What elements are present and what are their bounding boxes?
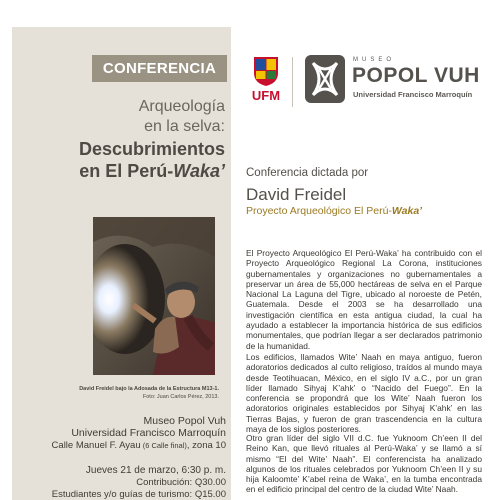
lecture-dictated-by: Conferencia dictada por xyxy=(246,167,369,179)
venue-university: Universidad Francisco Marroquín xyxy=(71,427,226,439)
project-name: Proyecto Arqueológico El Perú- xyxy=(246,205,392,217)
speaker-name: David Freidel xyxy=(246,185,347,204)
title-line-3: Descubrimientos xyxy=(78,139,225,159)
ufm-shield-icon xyxy=(247,55,285,87)
speaker-photo xyxy=(93,217,215,375)
speaker-project xyxy=(246,205,422,217)
event-student-price: Estudiantes y/o guías de turismo: Q15.00 xyxy=(51,489,226,500)
paragraph-3: Otro gran líder del siglo VII d.C. fue Yuknoom Ch’een II del Reino Kan, que llevó rituales al Perú-Waka’ y se llamó a sí mismo “El del Wite’ Naah”. El conferencista ha analizado algunos de los rituales celebrados por Yuknoom Ch’een II y su hija Kaloomte’ K’abel reina de Waka’, en la tumba encontrada en el edificio principal del centro de la ciudad Wite’ Naah. xyxy=(246,433,482,495)
woven-mat-icon xyxy=(305,55,345,103)
museo-label: MUSEO xyxy=(353,57,396,63)
paragraph-1: El Proyecto Arqueológico El Perú-Waka’ ha contribuido con el Proyecto Arqueológico Regional La Corona, instituciones gubernamentales y organizaciones no gubernamentales a preservar un área de 55,000 hectáreas de selva en el Parque Nacional La Laguna del Tigre, ubicado al noroeste de Petén, Guatemala. Desde el 2003 se ha desarrollado una investigación científica en esta antigua ciudad, la cual ha ayudado a establecer la importancia histórica de sus edificios monumentales, que podrían llegar a ser declarados patrimonio de la humanidad. xyxy=(246,248,482,351)
logo-university-name: Universidad Francisco Marroquín xyxy=(353,90,473,99)
photo-credit: Foto: Juan Carlos Pérez, 2013. xyxy=(142,394,219,400)
event-date: Jueves 21 de marzo, 6:30 p. m. xyxy=(85,465,226,476)
project-site: Waka’ xyxy=(391,205,423,217)
title-line-4 xyxy=(79,161,225,182)
popol-vuh-emblem xyxy=(305,55,345,103)
venue-address xyxy=(52,440,226,451)
title-line-1: Arqueología xyxy=(138,98,225,115)
address-street: Calle Manuel F. Ayau xyxy=(51,440,141,451)
address-note: (6 Calle final) xyxy=(140,441,187,450)
conference-banner: CONFERENCIA xyxy=(92,55,227,82)
ufm-logo xyxy=(247,55,285,105)
title-line-2: en la selva: xyxy=(144,118,225,135)
cave-photo-illustration xyxy=(93,217,215,375)
venue-name: Museo Popol Vuh xyxy=(143,415,226,427)
address-zone: , zona 10 xyxy=(186,440,226,451)
title-line-4-italic: Waka’ xyxy=(173,161,225,181)
title-line-4-main: en El Perú- xyxy=(79,161,174,181)
popol-vuh-wordmark: POPOL VUH xyxy=(352,64,480,87)
photo-caption: David Freidel bajo la Adosada de la Estructura M13-1. xyxy=(79,386,219,392)
ufm-logo-text: UFM xyxy=(251,88,281,103)
logo-divider xyxy=(292,57,293,107)
event-contribution: Contribución: Q30.00 xyxy=(136,477,226,488)
paragraph-2: Los edificios, llamados Wite’ Naah en maya antiguo, fueron adoratorios dedicados al culto religioso, traídos al mundo maya desde Teotihuacan, México, en el siglo IV a.C., por un gran líder llamado Sihyaj K’ahk’ o “Nacido del Fuego”. En la conferencia se propondrá que los Wite’ Naah fueron los adoratorios originales establecidos por Sihyaj K’ahk’ en las Tierras Bajas, y fueron de gran trascendencia en la cultura maya de los siglos posteriores. xyxy=(246,352,482,435)
